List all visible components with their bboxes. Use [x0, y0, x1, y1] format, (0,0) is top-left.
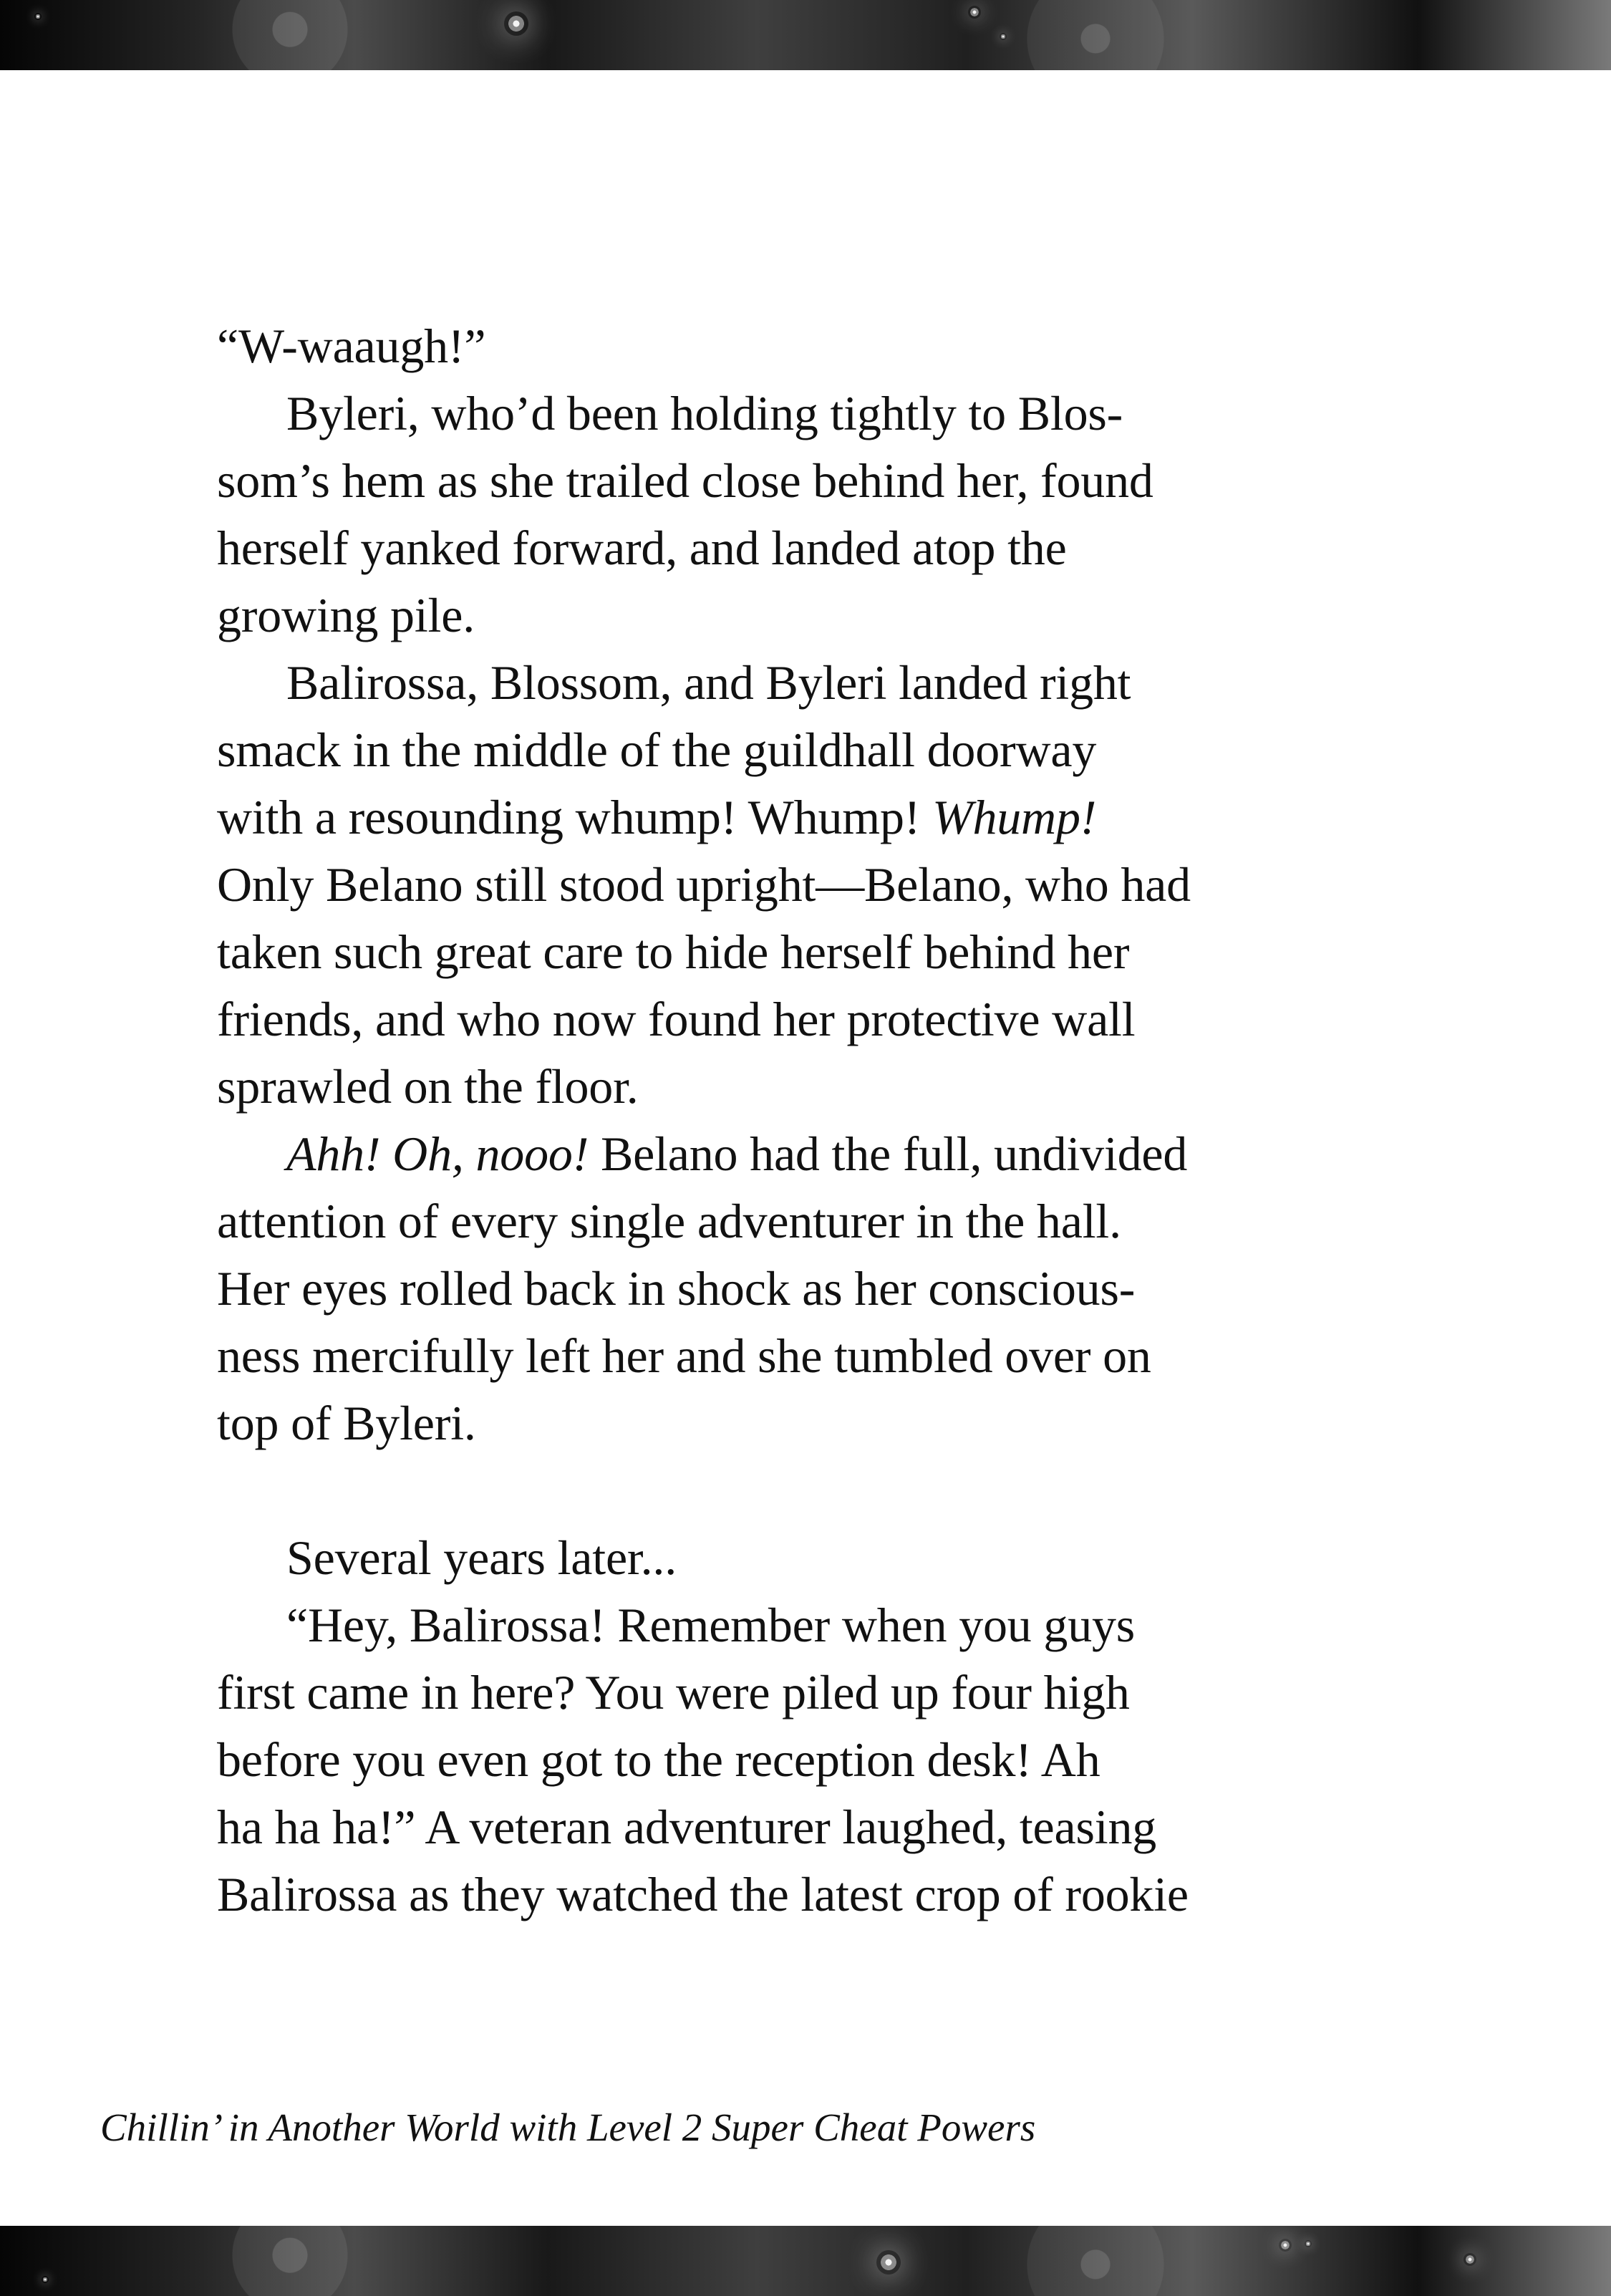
italic-text: Whump! [932, 790, 1097, 844]
text-line: “Hey, Balirossa! Remember when you guys [286, 1598, 1136, 1652]
veteran-dialogue-paragraph [217, 1591, 1363, 1928]
top-sparkle-2 [968, 6, 981, 19]
text-line: first came in here? You were piled up four high [217, 1665, 1130, 1719]
byleri-paragraph [217, 380, 1363, 649]
top-sparkle-3 [1000, 33, 1007, 40]
text-line: sprawled on the floor. [217, 1059, 639, 1114]
text-line: before you even got to the reception desk! Ah [217, 1732, 1100, 1787]
text-line: Her eyes rolled back in shock as her conscious- [217, 1261, 1136, 1316]
time-skip-paragraph [217, 1524, 1363, 1591]
text-line: “W-waaugh!” [217, 319, 486, 373]
italic-text: Ahh! Oh, nooo! [286, 1127, 589, 1181]
text-line: growing pile. [217, 588, 475, 642]
bottom-sparkle-3 [1305, 2240, 1312, 2247]
text-fragment: Belano had the full, undivided [589, 1127, 1188, 1181]
belano-paragraph [217, 1120, 1363, 1457]
text-line: som’s hem as she trailed close behind her, found [217, 453, 1153, 508]
text-line [217, 783, 1363, 851]
text-line: friends, and who now found her protective wall [217, 992, 1136, 1046]
text-line: ness mercifully left her and she tumbled over on [217, 1328, 1151, 1383]
bottom-decorative-band [0, 2226, 1611, 2296]
text-fragment: with a resounding whump! Whump! [217, 790, 932, 844]
bottom-sparkle-4 [42, 2276, 49, 2283]
text-line: Several years later... [286, 1530, 677, 1585]
text-line [217, 1120, 1363, 1187]
book-title-footer: Chillin’ in Another World with Level 2 Super Cheat Powers [100, 2106, 1036, 2149]
text-line: Balirossa, Blossom, and Byleri landed right [286, 655, 1131, 710]
top-sparkle-1 [504, 11, 528, 36]
text-line: attention of every single adventurer in the hall. [217, 1194, 1121, 1248]
text-line: ha ha ha!” A veteran adventurer laughed, teasing [217, 1800, 1157, 1854]
bottom-sparkle-2 [1279, 2239, 1292, 2252]
text-line: Only Belano still stood upright—Belano, who had [217, 857, 1191, 912]
dialogue-paragraph-1 [217, 312, 1363, 380]
bottom-sparkle-1 [876, 2250, 901, 2275]
novel-page-text [217, 312, 1363, 1928]
top-decorative-band [0, 0, 1611, 70]
text-line: Balirossa as they watched the latest crop of rookie [217, 1867, 1189, 1921]
text-line: top of Byleri. [217, 1396, 476, 1450]
text-line: herself yanked forward, and landed atop the [217, 521, 1067, 575]
text-line: taken such great care to hide herself behind her [217, 925, 1130, 979]
top-sparkle-4 [34, 13, 42, 20]
landing-paragraph [217, 649, 1363, 1120]
text-line: Byleri, who’d been holding tightly to Blos- [286, 386, 1123, 440]
bottom-sparkle-5 [1464, 2253, 1476, 2266]
scene-break-gap [217, 1457, 1363, 1524]
text-line: smack in the middle of the guildhall doorway [217, 723, 1097, 777]
